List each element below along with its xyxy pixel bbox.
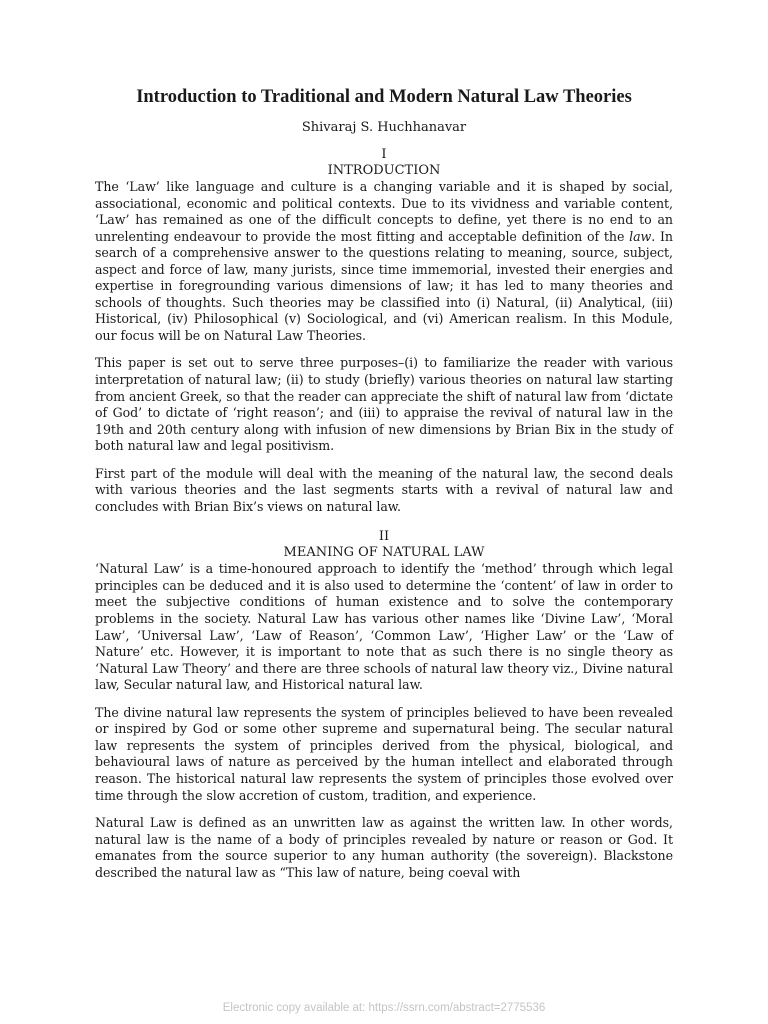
paragraph-intro-1-part-a: The ‘Law’ like language and culture is a changing variable and it is shaped by social, associational, economic and political contexts. Due to its vividness and variable content, ‘Law’ has remained as one of the difficult concepts to define, yet there is no end to an unrelenting endeavour to provide the most fitting and acceptable definition of the <box>95 179 673 244</box>
paragraph-meaning-2: The divine natural law represents the system of principles believed to have been revealed or inspired by God or some other supreme and supernatural being. The secular natural law represents the system of principles derived from the physical, biological, and behavioural laws of nature as perceived by the human intellect and elaborated through reason. The historical natural law represents the system of principles those evolved over time through the slow accretion of custom, tradition, and experience. <box>95 704 673 803</box>
paragraph-meaning-1: ‘Natural Law’ is a time-honoured approach to identify the ‘method’ through which legal principles can be deduced and it is also used to determine the ‘content’ of law in order to meet the subjective conditions of human existence and to solve the contemporary problems in the society. Natural Law has various other names like ‘Divine Law’, ‘Moral Law’, ‘Universal Law’, ‘Law of Reason’, ‘Common Law’, ‘Higher Law’ or the ‘Law of Nature’ etc. However, it is important to note that as such there is no single theory as ‘Natural Law Theory’ and there are three schools of natural law theory viz., Divine natural law, Secular natural law, and Historical natural law. <box>95 561 673 693</box>
section-number-2: II <box>378 529 390 545</box>
paragraph-intro-2: This paper is set out to serve three purposes–(i) to familiarize the reader with various interpretation of natural law; (ii) to study (briefly) various theories on natural law starting from ancient Greek, so that the reader can appreciate the shift of natural law from ‘dictate of God’ to dictate of ‘right reason’; and (iii) to appraise the revival of natural law in the 19th and 20th century along with infusion of new dimensions by Brian Bix in the study of both natural law and legal positivism. <box>95 355 673 454</box>
paragraph-intro-3: First part of the module will deal with the meaning of the natural law, the second deals with various theories and the last segments starts with a revival of natural law and concludes with Brian Bix’s views on natural law. <box>95 465 673 514</box>
electronic-copy-footer: Electronic copy available at: https://ssrn.com/abstract=2775536 <box>222 1002 546 1014</box>
paragraph-meaning-3: Natural Law is defined as an unwritten law as against the written law. In other words, natural law is the name of a body of principles revealed by nature or reason or God. It emanates from the source superior to any human authority (the sovereign). Blackstone described the natural law as “This law of nature, being coeval with <box>95 815 673 880</box>
section-heading-introduction: INTRODUCTION <box>327 163 441 178</box>
section-heading-meaning: MEANING OF NATURAL LAW <box>283 545 485 561</box>
section-number-1: I <box>381 147 387 162</box>
paragraph-intro-1 <box>95 179 673 344</box>
author-name: Shivaraj S. Huchhanavar <box>301 120 467 135</box>
paragraph-intro-1-emphasis: law <box>629 228 652 244</box>
document-title: Introduction to Traditional and Modern Natural Law Theories <box>136 87 632 107</box>
document-page <box>95 86 673 881</box>
paragraph-intro-1-part-b: . In search of a comprehensive answer to the questions relating to meaning, source, subject, aspect and force of law, many jurists, since time immemorial, invested their energies and expertise in foregrounding various dimensions of law; it has led to many theories and schools of thoughts. Such theories may be classified into (i) Natural, (ii) Analytical, (iii) Historical, (iv) Philosophical (v) Sociological, and (vi) American realism. In this Module, our focus will be on Natural Law Theories. <box>95 228 673 343</box>
